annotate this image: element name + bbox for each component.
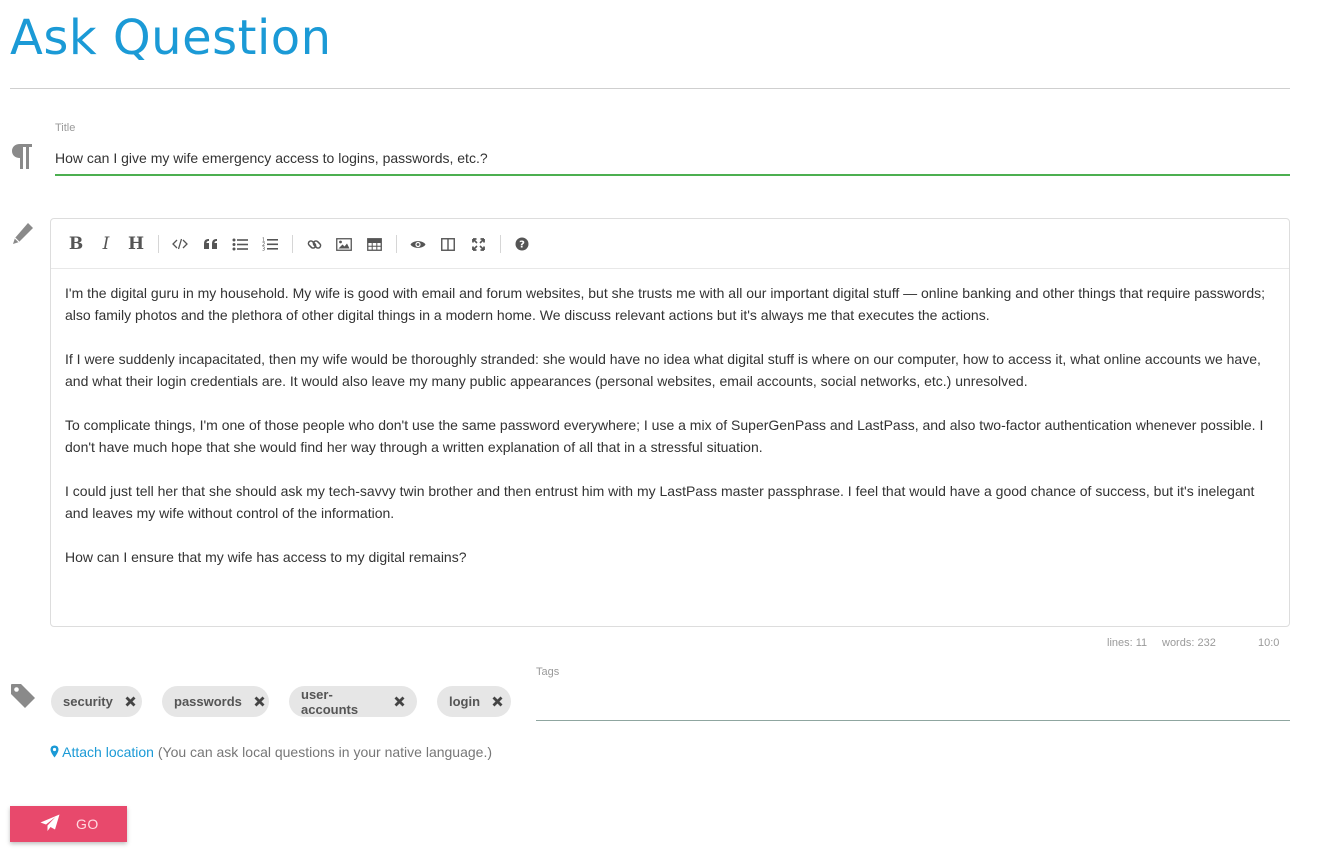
toolbar-separator [158,235,159,253]
fullscreen-icon[interactable] [465,231,491,257]
table-icon[interactable] [361,231,387,257]
paper-plane-icon [40,814,60,835]
svg-text:3: 3 [262,246,266,251]
svg-text:?: ? [519,239,525,251]
svg-text:1: 1 [262,237,266,244]
editor-toolbar [51,219,1289,269]
tag-chip [437,686,511,717]
attach-location-note: (You can ask local questions in your native language.) [157,744,492,760]
help-icon[interactable] [509,231,535,257]
remove-tag-icon[interactable] [254,696,265,707]
attach-location-link[interactable] [50,744,158,760]
preview-icon[interactable] [405,231,431,257]
code-icon[interactable] [167,231,193,257]
paragraph-icon [11,142,33,170]
tag-icon [10,683,36,709]
markdown-editor [50,218,1290,627]
tag-label: passwords [174,694,242,709]
status-words: words: 232 [1162,637,1216,649]
bold-icon[interactable]: B [68,234,84,254]
quote-icon[interactable] [197,231,223,257]
toolbar-separator [292,235,293,253]
toolbar-separator [396,235,397,253]
image-icon[interactable] [331,231,357,257]
tag-label: security [63,694,113,709]
ordered-list-icon[interactable] [257,231,283,257]
tags-input[interactable] [536,684,1290,721]
italic-icon[interactable]: I [102,234,110,254]
editor-paragraph: How can I ensure that my wife has access to my digital remains? [65,549,467,565]
title-input[interactable] [55,142,1290,176]
go-label: GO [76,816,99,832]
link-icon[interactable] [301,231,327,257]
side-by-side-icon[interactable] [435,231,461,257]
tag-chip [51,686,142,717]
toolbar-separator [500,235,501,253]
title-divider [10,88,1290,89]
editor-content[interactable] [65,282,1271,590]
tag-label: login [449,694,481,709]
tags-label: Tags [536,666,560,678]
editor-paragraph: I could just tell her that she should ask my tech-savvy twin brother and then entrust him with my LastPass master passphrase. I feel that would have a good chance of success, but it's inelegant and leaves my wife without control of the information. [65,483,1255,521]
editor-paragraph: If I were suddenly incapacitated, then my wife would be thoroughly stranded: she would have no idea what digital stuff is where on our computer, how to access it, what online accounts we have, and what their login credentials are. It would also leave my many public appearances (personal websites, email accounts, social networks, etc.) unresolved. [65,351,1261,389]
svg-text:2: 2 [262,242,266,248]
go-button[interactable] [10,806,127,842]
heading-icon[interactable]: H [127,234,145,254]
attach-location-row [50,744,492,760]
status-lines: lines: 11 [1107,637,1148,649]
remove-tag-icon[interactable] [394,696,405,707]
pencil-icon [10,220,36,248]
editor-paragraph: I'm the digital guru in my household. My wife is good with email and forum websites, but she trusts me with all our important digital stuff — online banking and other things that require passwords; also family photos and the plethora of other digital things in a modern home. We discuss relevant actions but it's always me that executes the actions. [65,285,1266,323]
attach-location-label: Attach location [62,744,154,760]
map-marker-icon [50,745,59,758]
status-cursor: 10:0 [1258,637,1280,649]
tag-chip [162,686,269,717]
page-title: Ask Question [10,10,332,66]
tag-label: user-accounts [301,686,359,717]
unordered-list-icon[interactable] [227,231,253,257]
remove-tag-icon[interactable] [125,696,136,707]
title-label: Title [55,122,76,134]
editor-paragraph: To complicate things, I'm one of those people who don't use the same password everywhere; I use a mix of SuperGenPass and LastPass, and also two-factor authentication whenever possible. I don't have much hope that she would find her way through a written explanation of all that in a stressful situation. [65,417,1264,455]
tag-chip [289,686,417,717]
remove-tag-icon[interactable] [492,696,503,707]
